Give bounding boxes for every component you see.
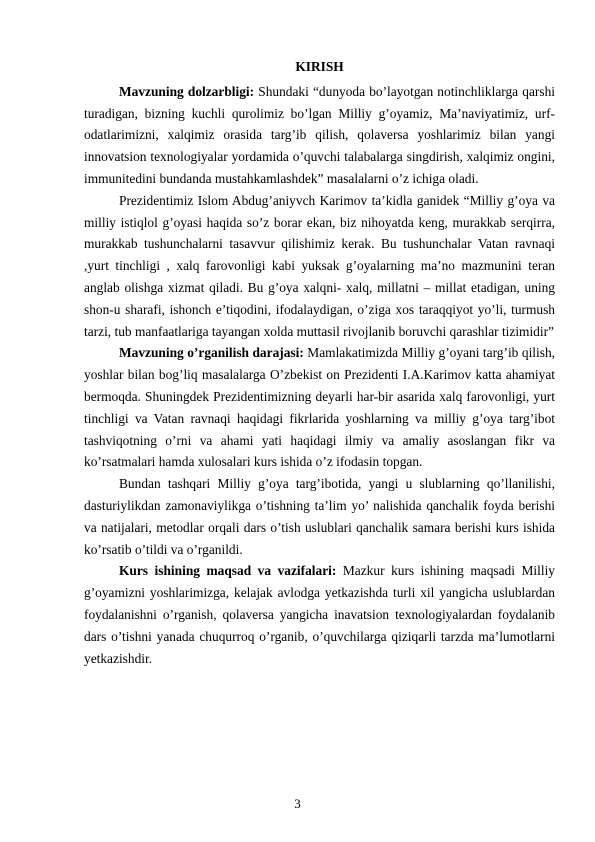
paragraph-methods	[84, 473, 555, 560]
paragraph-text: Prezidentimiz Islom Abdug’aniyvch Karimov ta’kidla ganidek “Milliy g’oya va milliy istiqlol g’oyasi haqida so’z borar ekan, biz nihoyatda keng, murakkab serqirra, murakkab tushunchalarni tasavvur qilishimiz kerak. Bu tushunchalar Vatan ravnaqi ,yurt tinchligi , xalq farovonligi kabi yuksak g’oyalarning ma’no mazmunini teran anglab olishga xizmat qiladi. Bu g’oya xalqni- xalq, millatni – millat etadigan, uning shon-u sharafi, ishonch e’tiqodini, ifodalaydigan, o’ziga xos taraqqiyot yo’li, turmush tarzi, tub manfaatlariga tayangan xolda muttasil rivojlanib boruvchi qarashlar tizimidir”	[84, 192, 555, 339]
paragraph-lead: Mavzuning dolzarbligi:	[119, 83, 255, 99]
paragraph-text: Bundan tashqari Milliy g’oya targ’ibotida, yangi u slublarning qo’llanilishi, dasturiylikdan zamonaviylikga o’tishning ta’lim yo’ nalishida qanchalik foyda berishi va natijalari, metodlar orqali dars o’tish uslublari qanchalik samara berishi kurs ishida ko’rsatib o’tildi va o’rganildi.	[84, 476, 555, 557]
paragraph-study-level	[84, 342, 555, 473]
page-number: 3	[294, 796, 301, 811]
paragraph-relevance	[84, 81, 555, 190]
paragraph-goals	[84, 560, 555, 669]
paragraph-lead: Mavzuning o’rganilish darajasi:	[119, 345, 304, 361]
document-body	[84, 56, 555, 669]
paragraph-lead: Kurs ishining maqsad va vazifalari:	[119, 563, 337, 579]
paragraph-text: Shundaki “dunyoda bo’layotgan notinchliklarga qarshi turadigan, bizning kuchli qurolimiz bo’lgan Milliy g’oyamiz, Ma’naviyatimiz, urf-odatlarimizni, xalqimiz orasida targ’ib qilish, qolaversa yoshlarimiz bilan yangi innovatsion texnologiyalar yordamida o’quvchi talabalarga singdirish, xalqimiz ongini, immunitedini bundanda mustahkamlashdek” masalalarni o’z ichiga oladi.	[84, 83, 555, 186]
paragraph-president-quote	[84, 190, 555, 343]
paragraph-text: Mamlakatimizda Milliy g’oyani targ’ib qilish, yoshlar bilan bog’liq masalalarga O’zbekist on Prezidenti I.A.Karimov katta ahamiyat bermoqda. Shuningdek Prezidentimizning deyarli har-bir asarida xalq farovonligi, yurt tinchligi va Vatan ravnaqi haqidagi fikrlarida yoshlarning va milliy g’oya targ’ibot tashviqotning o’rni va ahami yati haqidagi ilmiy va amaliy asoslangan fikr va ko’rsatmalari hamda xulosalari kurs ishida o’z ifodasin topgan.	[84, 345, 555, 470]
paragraph-text: Mazkur kurs ishining maqsadi Milliy g’oyamizni yoshlarimizga, kelajak avlodga yetkazishda turli xil yangicha uslublardan foydalanishni o’rganish, qolaversa yangicha inavatsion texnologiyalardan foydalanib dars o’tishni yanada chuqurroq o’rganib, o’quvchilarga qiziqarli tarzda ma’lumotlarni yetkazishdir.	[84, 563, 555, 666]
page-title: KIRISH	[295, 59, 344, 74]
